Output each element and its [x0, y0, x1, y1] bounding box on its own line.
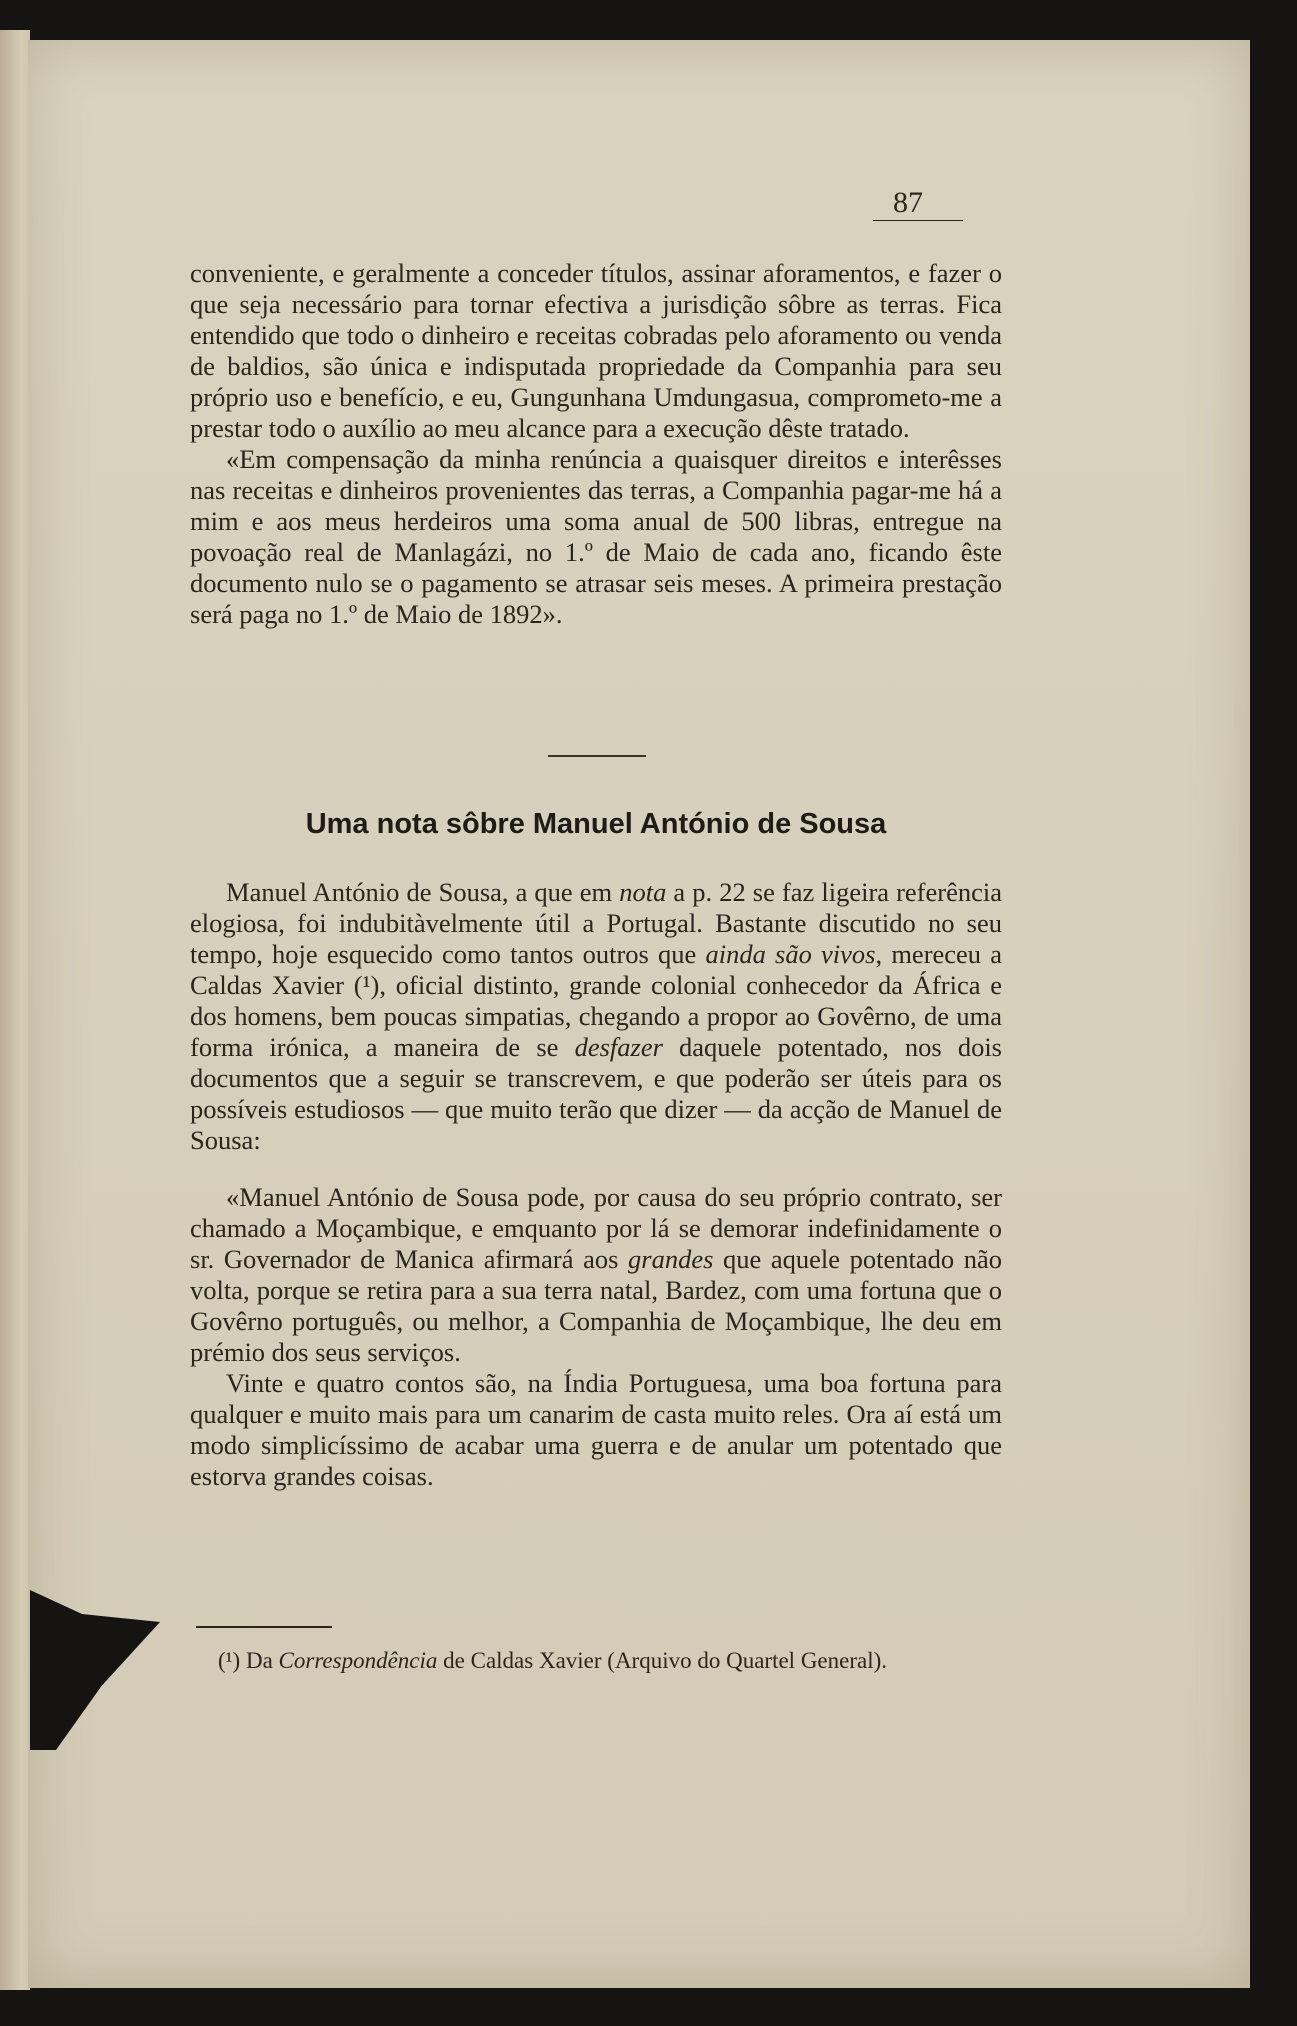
footnote-reference: (¹) [353, 970, 380, 1000]
paragraph-intro: Manuel António de Sousa, a que em nota a p. 22 se faz ligeira referência elogiosa, foi indubitàvelmente útil a Portugal. Bastante discutido no seu tempo, hoje esquecido como tantos outros que ainda são vivos, mereceu a Caldas Xavier (¹), oficial distinto, grande colonial conhecedor da África e dos homens, bem poucas simpatias, chegando a propor ao Govêrno, de uma forma irónica, a maneira de se desfazer daquele potentado, nos dois documentos que a seguir se transcrevem, e que poderão ser úteis para os possíveis estudiosos — que muito terão que dizer — da acção de Manuel de Sousa: [190, 877, 1003, 1155]
section-body [190, 877, 1002, 1492]
paragraph-conclusion: Vinte e quatro contos são, na Índia Portuguesa, uma boa fortuna para qualquer e muito mais para um canarim de casta muito reles. Ora aí está um modo simplicíssimo de acabar uma guerra e de anular um potentado que estorva grandes coisas. [190, 1368, 1002, 1491]
paragraph-compensation: «Em compensação da minha renúncia a quaisquer direitos e interêsses nas receitas e dinheiros provenientes das terras, a Companhia pagar-me há a mim e aos meus herdeiros uma soma anual de 500 libras, entregue na povoação real de Manlagázi, no 1.º de Maio de cada ano, ficando êste documento nulo se o pagamento se atrasar seis meses. A primeira prestação será paga no 1.º de Maio de 1892». [190, 444, 1002, 629]
footnote: (¹) Da Correspondência de Caldas Xavier (Arquivo do Quartel General). [218, 1648, 888, 1673]
paragraph-treaty-terms: conveniente, e geralmente a conceder títulos, assinar aforamentos, e fazer o que seja necessário para tornar efectiva a jurisdição sôbre as terras. Fica entendido que todo o dinheiro e receitas cobradas pelo aforamento ou venda de baldios, são única e indisputada propriedade da Companhia para seu próprio uso e benefício, e eu, Gungunhana Umdungasua, comprometo-me a prestar todo o auxílio ao meu alcance para a execução dêste tratado. [190, 258, 1002, 443]
footnote-marker: (¹) [218, 1648, 241, 1673]
page-number: 87 [893, 186, 923, 219]
section-title: Uma nota sôbre Manuel António de Sousa [305, 808, 887, 840]
paragraph-quote: «Manuel António de Sousa pode, por causa do seu próprio contrato, ser chamado a Moçambique, e emquanto por lá se demorar indefinidamente o sr. Governador de Manica afirmará aos grandes que aquele potentado não volta, porque se retira para a sua terra natal, Bardez, com uma fortuna que o Govêrno português, ou melhor, a Companhia de Moçambique, lhe deu em prémio dos seus serviços. [190, 1182, 1002, 1367]
footnote-rule [196, 1626, 332, 1628]
top-text-block [190, 258, 1002, 630]
section-divider [548, 755, 646, 757]
page-number-rule [873, 220, 963, 221]
page-edge-left [0, 30, 30, 1990]
